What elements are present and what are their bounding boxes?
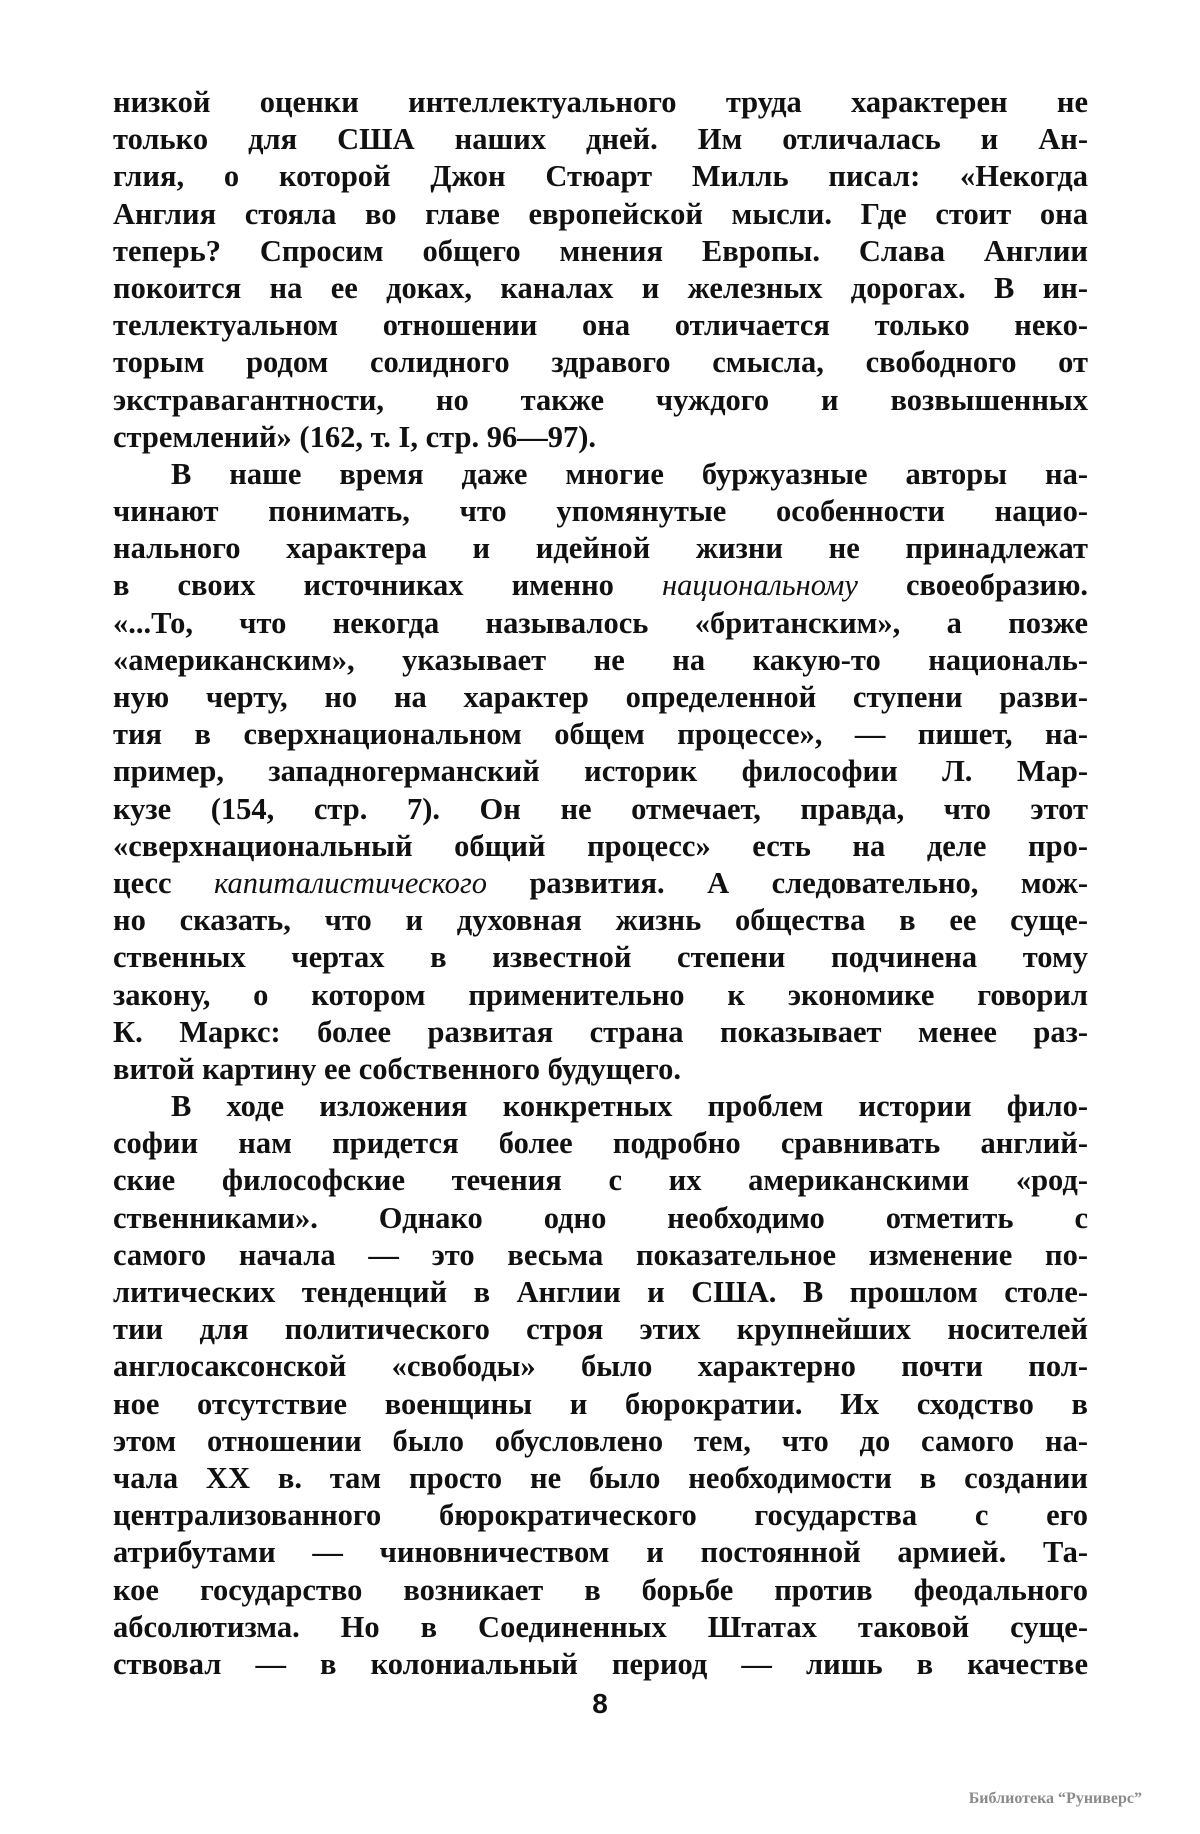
text-segment: цесс bbox=[113, 865, 172, 900]
text-line: стремлений» (162, т. I, стр. 96—97). bbox=[113, 419, 597, 454]
text-line: ствовал — в колониальный период — лишь в качестве bbox=[113, 1646, 1088, 1681]
text-line: кое государство возникает в борьбе против феодального bbox=[113, 1572, 1088, 1607]
text-segment: в своих источниках именно bbox=[113, 568, 614, 603]
text-line: чинают понимать, что упомянутые особенности нацио- bbox=[113, 494, 1088, 529]
text-line: «...То, что некогда называлось «британским», а позже bbox=[113, 605, 1088, 640]
body-text bbox=[113, 84, 1088, 1683]
text-line: экстравагантности, но также чуждого и возвышенных bbox=[113, 382, 1088, 417]
text-line: ские философские течения с их американскими «род- bbox=[113, 1163, 1088, 1198]
text-line: В ходе изложения конкретных проблем истории фило- bbox=[171, 1089, 1088, 1124]
text-line: тии для политического строя этих крупнейших носителей bbox=[113, 1312, 1088, 1347]
text-line: централизованного бюрократического государства с его bbox=[113, 1498, 1088, 1533]
text-line: торым родом солидного здравого смысла, свободного от bbox=[113, 345, 1088, 380]
text-line: теллектуальном отношении она отличается только неко- bbox=[113, 308, 1088, 343]
text-line: только для США наших дней. Им отличалась и Ан- bbox=[113, 122, 1088, 157]
text-line: закону, о котором применительно к экономике говорил bbox=[113, 977, 1088, 1012]
text-line: Англия стояла во главе европейской мысли. Где стоит она bbox=[113, 196, 1088, 231]
text-line: «сверхнациональный общий процесс» есть на деле про- bbox=[113, 828, 1088, 863]
text-line: «американским», указывает не на какую-то националь- bbox=[113, 642, 1088, 677]
text-line: В наше время даже многие буржуазные авторы на- bbox=[171, 456, 1088, 491]
text-segment: своеобразию. bbox=[905, 568, 1089, 603]
text-line: глия, о которой Джон Стюарт Милль писал: «Некогда bbox=[113, 159, 1088, 194]
text-line: софии нам придется более подробно сравнивать англий- bbox=[113, 1126, 1088, 1161]
text-line: тия в сверхнациональном общем процессе», — пишет, на- bbox=[113, 717, 1088, 752]
italic-emphasis: национальному bbox=[661, 568, 858, 603]
page-number: 8 bbox=[592, 1688, 608, 1719]
text-line: теперь? Спросим общего мнения Европы. Слава Англии bbox=[113, 233, 1088, 268]
text-line: кузе (154, стр. 7). Он не отмечает, правда, что этот bbox=[113, 791, 1088, 826]
text-line: нального характера и идейной жизни не принадлежат bbox=[113, 531, 1088, 566]
text-line: К. Маркс: более развитая страна показывает менее раз- bbox=[113, 1014, 1088, 1049]
text-line: чала XX в. там просто не было необходимости в создании bbox=[113, 1460, 1088, 1495]
text-line: англосаксонской «свободы» было характерно почти пол- bbox=[113, 1349, 1088, 1384]
text-line: низкой оценки интеллектуального труда характерен не bbox=[113, 85, 1088, 119]
text-line: атрибутами — чиновничеством и постоянной армией. Та- bbox=[113, 1535, 1088, 1570]
text-line: самого начала — это весьма показательное изменение по- bbox=[113, 1237, 1088, 1272]
text-line-mixed bbox=[113, 865, 1088, 902]
text-line: пример, западногерманский историк философии Л. Мар- bbox=[113, 754, 1088, 789]
text-line: ное отсутствие военщины и бюрократии. Их сходство в bbox=[113, 1386, 1088, 1421]
italic-emphasis: капиталистического bbox=[214, 865, 488, 900]
text-line: ную черту, но на характер определенной ступени разви- bbox=[113, 680, 1088, 714]
text-line: ственных чертах в известной степени подчинена тому bbox=[113, 940, 1088, 975]
text-line: покоится на ее доках, каналах и железных дорогах. В ин- bbox=[113, 270, 1088, 305]
text-line: абсолютизма. Но в Соединенных Штатах таковой суще- bbox=[113, 1609, 1088, 1644]
text-line: витой картину ее собственного будущего. bbox=[113, 1051, 681, 1086]
text-line: этом отношении было обусловлено тем, что до самого на- bbox=[113, 1423, 1088, 1458]
text-line: литических тенденций в Англии и США. В прошлом столе- bbox=[113, 1275, 1088, 1309]
text-line-mixed bbox=[113, 567, 1088, 604]
text-line: ственниками». Однако одно необходимо отметить с bbox=[113, 1200, 1088, 1235]
library-watermark: Библиотека “Руниверс” bbox=[968, 1790, 1142, 1807]
text-segment: развития. А следовательно, мож- bbox=[529, 865, 1089, 900]
text-line: но сказать, что и духовная жизнь общества в ее суще- bbox=[113, 903, 1088, 938]
